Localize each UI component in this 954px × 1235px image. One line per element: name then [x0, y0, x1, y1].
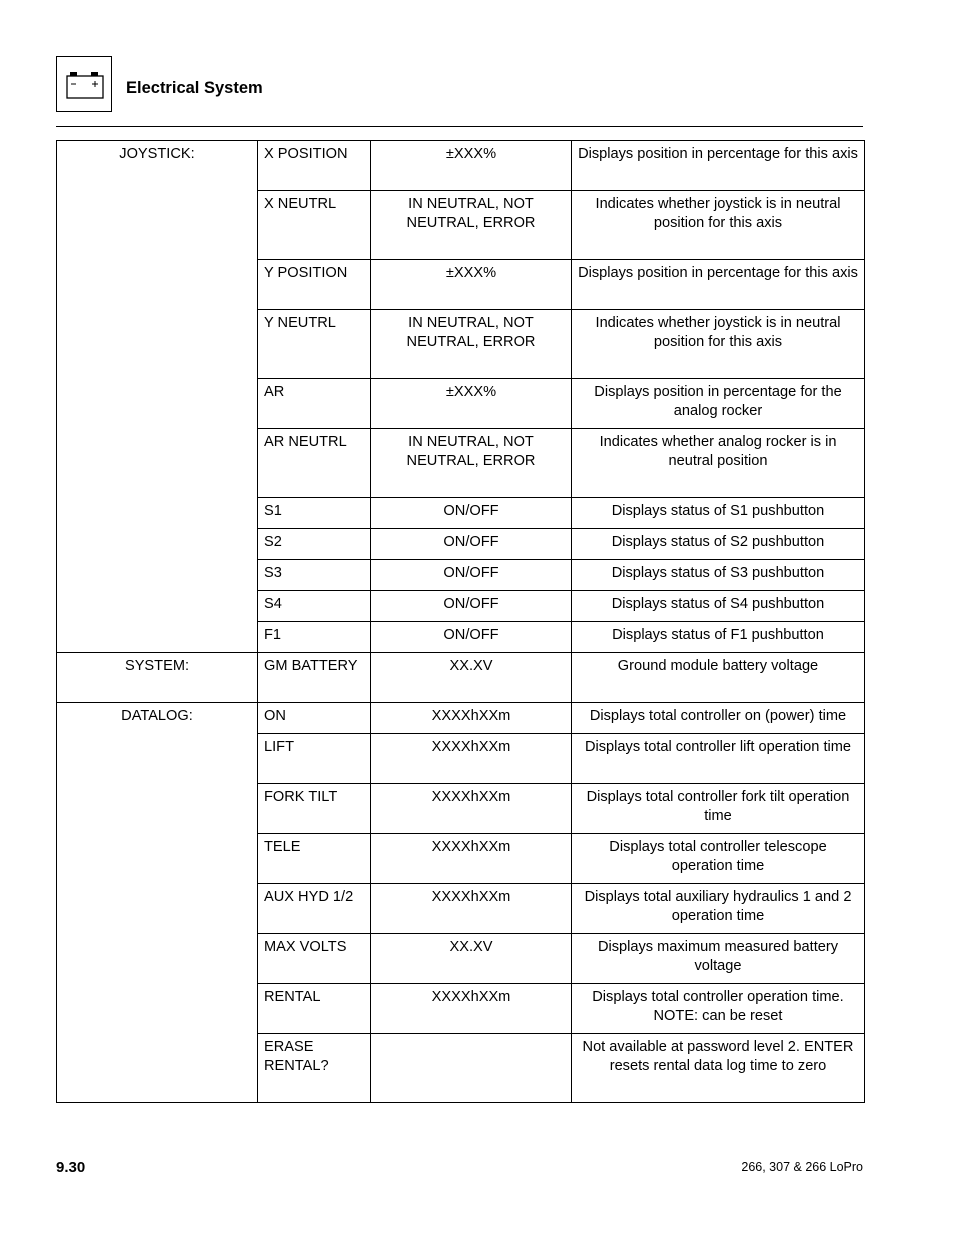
value-cell: XXXXhXXm	[371, 834, 572, 884]
param-cell: MAX VOLTS	[258, 934, 371, 984]
param-cell: S1	[258, 498, 371, 529]
param-cell: S3	[258, 560, 371, 591]
section-icon-box	[56, 56, 112, 112]
value-cell: XXXXhXXm	[371, 784, 572, 834]
description-cell: Displays total controller fork tilt operation time	[572, 784, 865, 834]
param-cell: GM BATTERY	[258, 653, 371, 703]
description-cell: Displays total controller lift operation time	[572, 734, 865, 784]
param-cell: S4	[258, 591, 371, 622]
diagnostic-menu-table	[56, 140, 865, 1103]
value-cell: ON/OFF	[371, 560, 572, 591]
value-cell: XXXXhXXm	[371, 984, 572, 1034]
param-cell: X POSITION	[258, 141, 371, 191]
value-cell: XX.XV	[371, 653, 572, 703]
param-cell: AUX HYD 1/2	[258, 884, 371, 934]
param-cell: Y POSITION	[258, 260, 371, 310]
description-cell: Indicates whether joystick is in neutral position for this axis	[572, 310, 865, 379]
description-cell: Indicates whether analog rocker is in neutral position	[572, 429, 865, 498]
description-cell: Not available at password level 2. ENTER resets rental data log time to zero	[572, 1034, 865, 1103]
description-cell: Ground module battery voltage	[572, 653, 865, 703]
category-system: SYSTEM:	[57, 653, 258, 703]
description-cell: Displays position in percentage for the analog rocker	[572, 379, 865, 429]
description-cell: Indicates whether joystick is in neutral position for this axis	[572, 191, 865, 260]
param-cell: AR NEUTRL	[258, 429, 371, 498]
category-datalog: DATALOG:	[57, 703, 258, 1103]
param-cell: AR	[258, 379, 371, 429]
description-cell: Displays total controller telescope operation time	[572, 834, 865, 884]
param-cell: F1	[258, 622, 371, 653]
description-cell: Displays status of S3 pushbutton	[572, 560, 865, 591]
category-joystick: JOYSTICK:	[57, 141, 258, 653]
value-cell: IN NEUTRAL, NOT NEUTRAL, ERROR	[371, 429, 572, 498]
battery-icon	[65, 70, 105, 100]
description-cell: Displays status of S2 pushbutton	[572, 529, 865, 560]
value-cell: ON/OFF	[371, 591, 572, 622]
param-cell: ON	[258, 703, 371, 734]
description-cell: Displays total controller operation time. NOTE: can be reset	[572, 984, 865, 1034]
table-row	[57, 703, 865, 734]
table-row	[57, 653, 865, 703]
value-cell: ±XXX%	[371, 379, 572, 429]
value-cell: ±XXX%	[371, 260, 572, 310]
description-cell: Displays position in percentage for this axis	[572, 141, 865, 191]
description-cell: Displays maximum measured battery voltage	[572, 934, 865, 984]
description-cell: Displays status of S1 pushbutton	[572, 498, 865, 529]
param-cell: S2	[258, 529, 371, 560]
value-cell: XXXXhXXm	[371, 703, 572, 734]
param-cell: LIFT	[258, 734, 371, 784]
description-cell: Displays total auxiliary hydraulics 1 and 2 operation time	[572, 884, 865, 934]
value-cell: XXXXhXXm	[371, 734, 572, 784]
description-cell: Displays status of S4 pushbutton	[572, 591, 865, 622]
value-cell: ON/OFF	[371, 622, 572, 653]
param-cell: Y NEUTRL	[258, 310, 371, 379]
description-cell: Displays status of F1 pushbutton	[572, 622, 865, 653]
value-cell: ±XXX%	[371, 141, 572, 191]
value-cell: ON/OFF	[371, 498, 572, 529]
param-cell: RENTAL	[258, 984, 371, 1034]
description-cell: Displays total controller on (power) time	[572, 703, 865, 734]
value-cell: IN NEUTRAL, NOT NEUTRAL, ERROR	[371, 191, 572, 260]
page-number: 9.30	[56, 1159, 86, 1176]
value-cell: XX.XV	[371, 934, 572, 984]
param-cell: FORK TILT	[258, 784, 371, 834]
description-cell: Displays position in percentage for this axis	[572, 260, 865, 310]
value-cell: IN NEUTRAL, NOT NEUTRAL, ERROR	[371, 310, 572, 379]
param-cell: X NEUTRL	[258, 191, 371, 260]
table-row	[57, 141, 865, 191]
section-title: Electrical System	[126, 79, 263, 97]
value-cell	[371, 1034, 572, 1103]
value-cell: XXXXhXXm	[371, 884, 572, 934]
param-cell: ERASE RENTAL?	[258, 1034, 371, 1103]
value-cell: ON/OFF	[371, 529, 572, 560]
param-cell: TELE	[258, 834, 371, 884]
model-list: 266, 307 & 266 LoPro	[741, 1160, 863, 1174]
header-divider	[56, 126, 863, 127]
